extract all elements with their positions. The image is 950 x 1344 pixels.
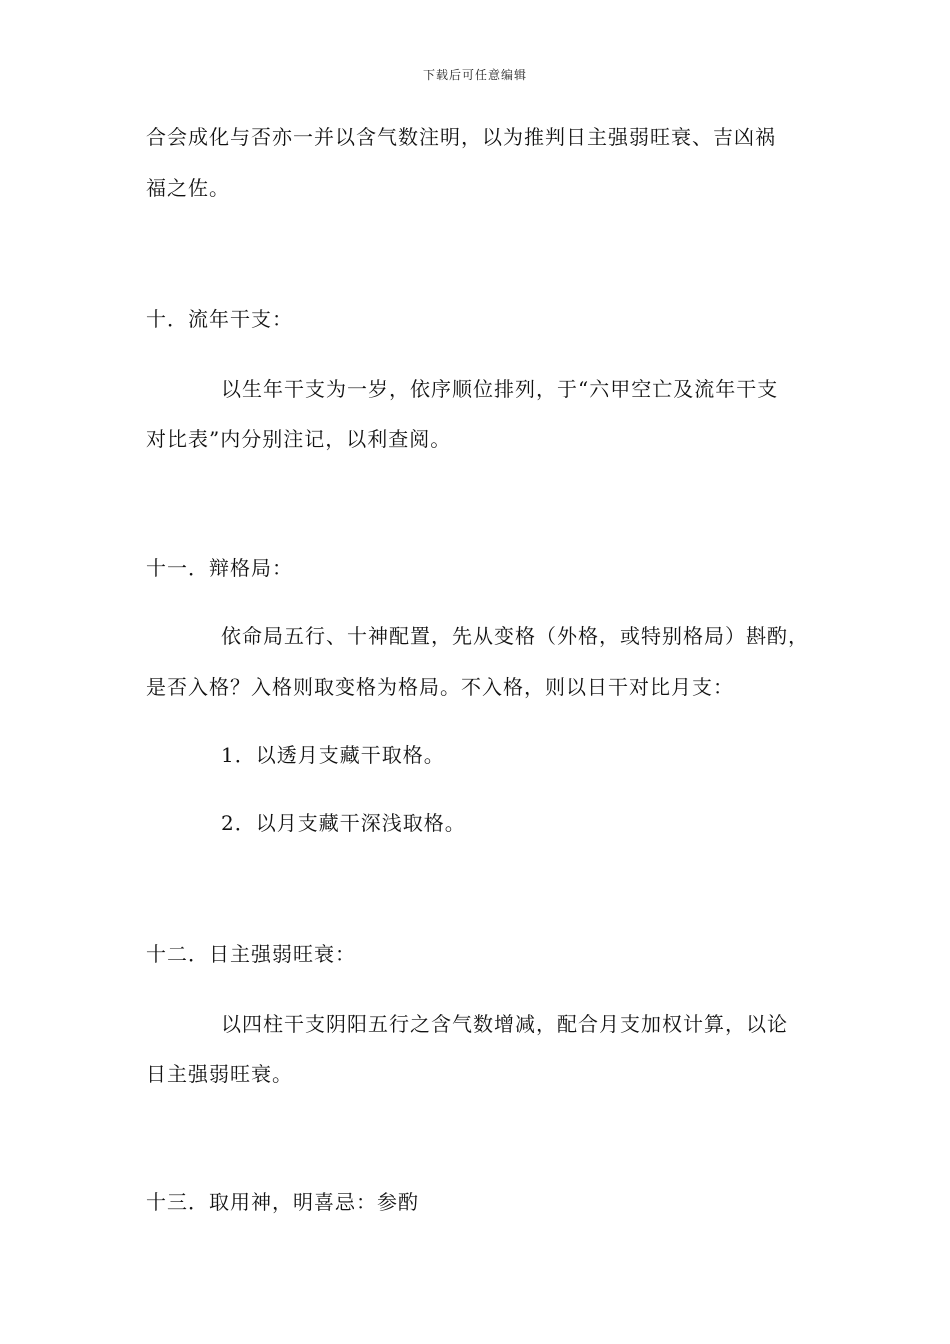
paragraph-line: 是否入格？入格则取变格为格局。不入格，则以日干对比月支： — [146, 675, 734, 699]
paragraph-line: 依命局五行、十神配置，先从变格（外格，或特别格局）斟酌， — [221, 624, 809, 648]
list-item: 2．以月支藏干深浅取格。 — [221, 811, 466, 835]
paragraph-line: 以生年干支为一岁，依序顺位排列，于“六甲空亡及流年干支 — [221, 377, 779, 401]
list-item: 1．以透月支藏干取格。 — [221, 743, 445, 767]
paragraph-line: 合会成化与否亦一并以含气数注明，以为推判日主强弱旺衰、吉凶祸 — [146, 125, 776, 149]
paragraph-line: 对比表”内分别注记，以利查阅。 — [146, 427, 452, 451]
paragraph-line: 以四柱干支阴阳五行之含气数增减，配合月支加权计算，以论 — [221, 1012, 788, 1036]
section-heading-10: 十．流年干支： — [146, 307, 293, 331]
section-heading-11: 十一．辩格局： — [146, 556, 293, 580]
paragraph-line: 福之佐。 — [146, 176, 230, 200]
section-heading-12: 十二．日主强弱旺衰： — [146, 942, 356, 966]
page-header: 下载后可任意编辑 — [422, 68, 527, 82]
paragraph-line: 日主强弱旺衰。 — [146, 1062, 293, 1086]
section-heading-13: 十三．取用神，明喜忌：参酌 — [146, 1190, 419, 1214]
